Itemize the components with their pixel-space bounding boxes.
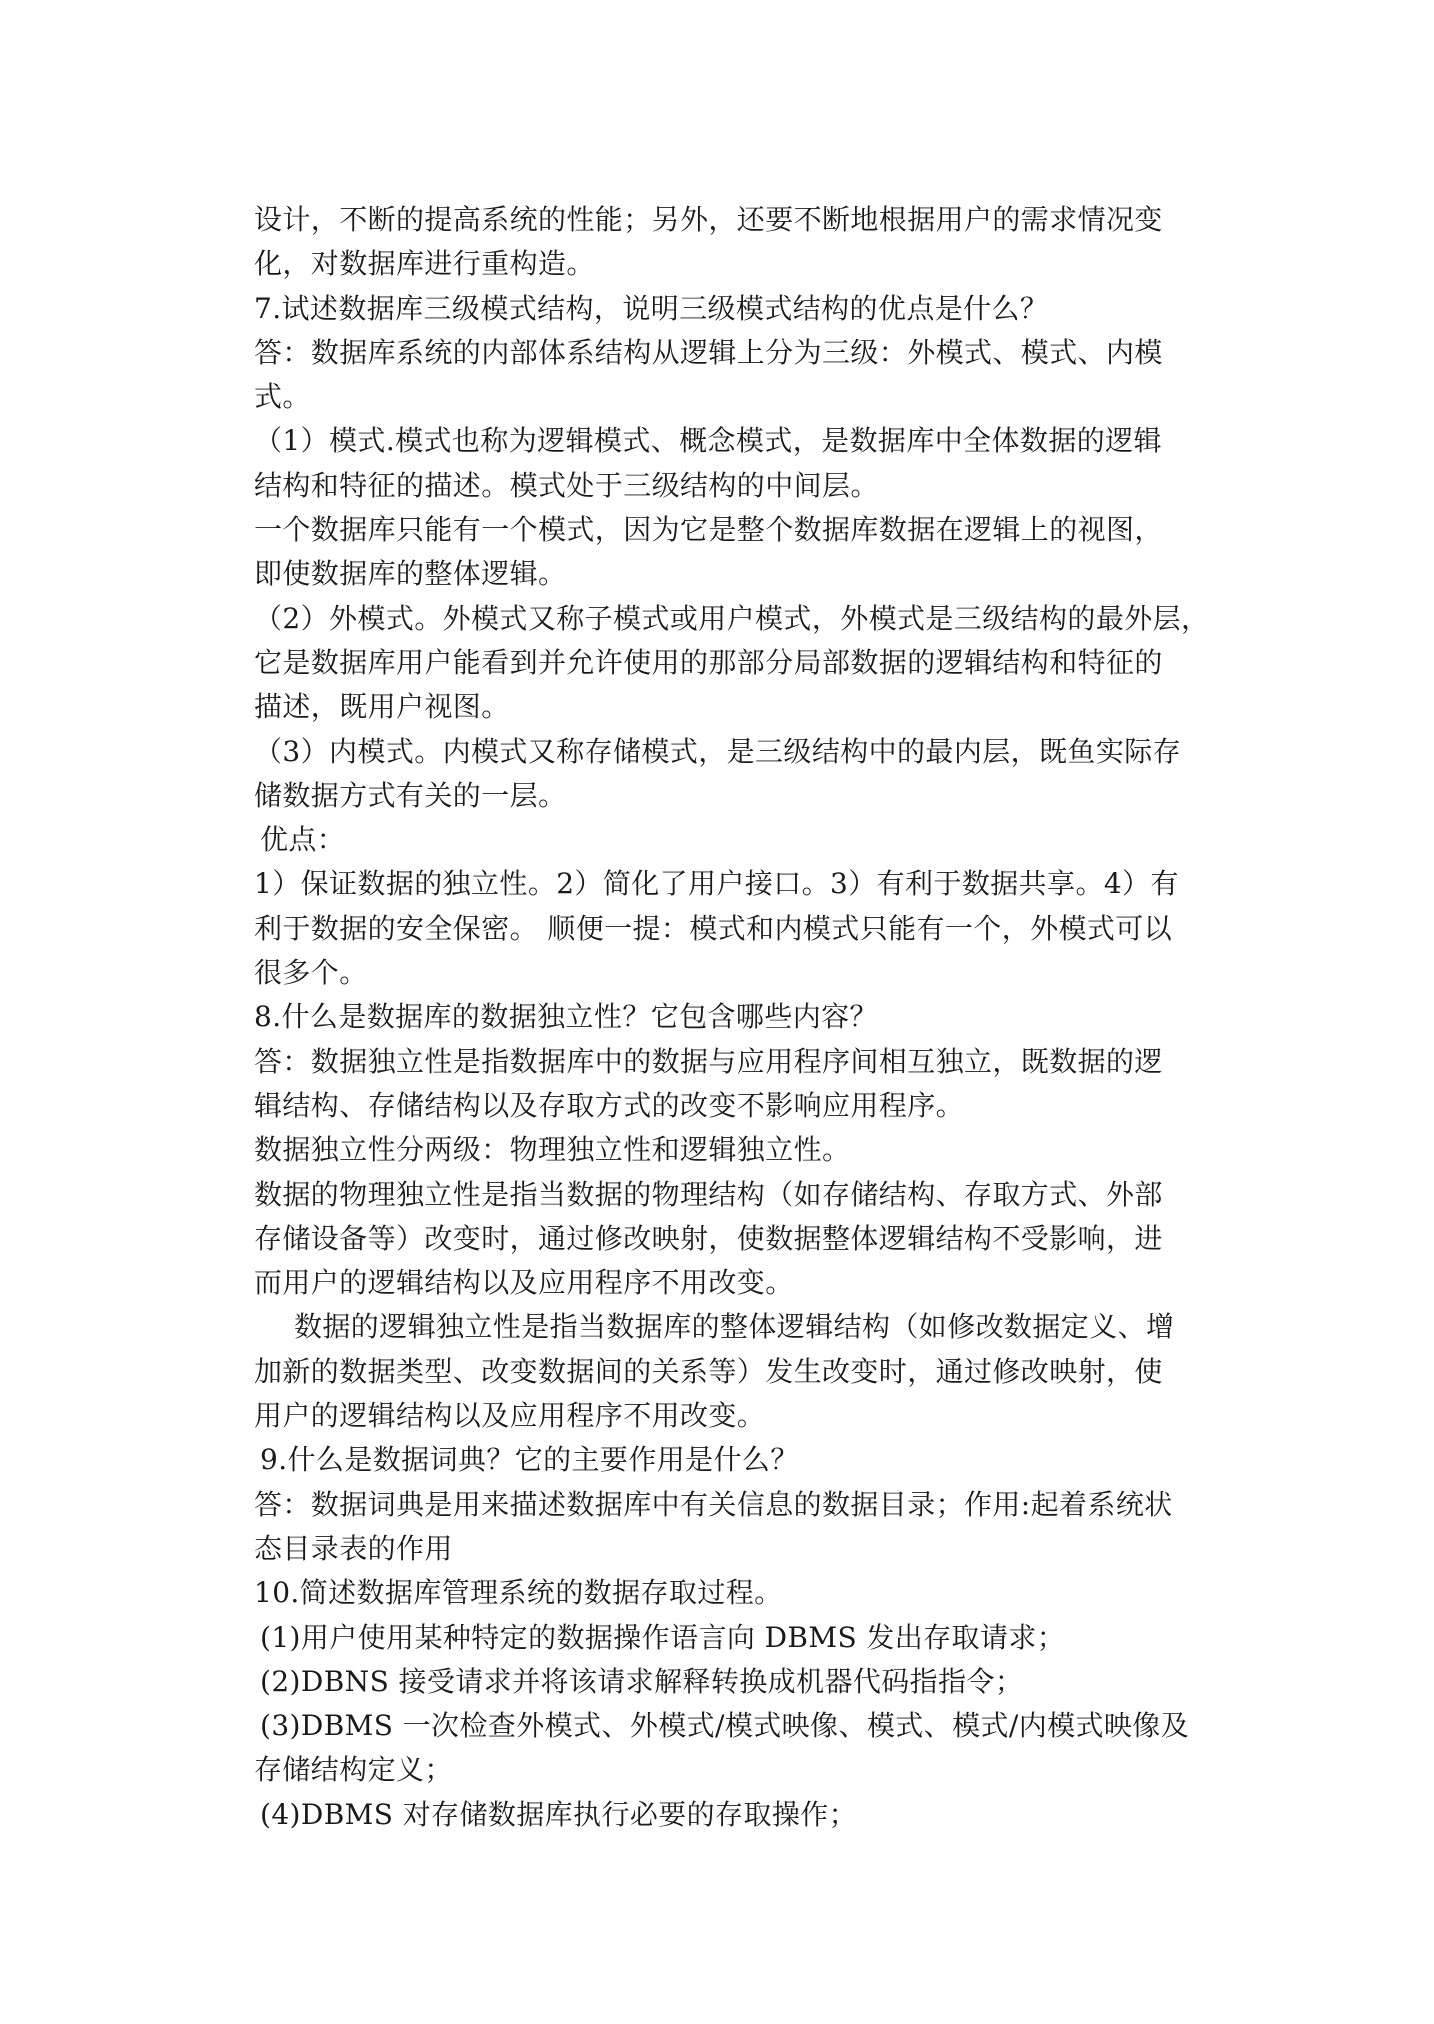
text-line: (1)用户使用某种特定的数据操作语言向 DBMS 发出存取请求； xyxy=(260,1620,1066,1654)
text-line: 式。 xyxy=(254,380,311,414)
question-heading: 8.什么是数据库的数据独立性？它包含哪些内容？ xyxy=(254,1000,878,1034)
text-line: 数据的物理独立性是指当数据的物理结构（如存储结构、存取方式、外部 xyxy=(254,1177,1163,1211)
text-line: 一个数据库只能有一个模式，因为它是整个数据库数据在逻辑上的视图， xyxy=(254,513,1163,547)
text-line: 存储结构定义； xyxy=(254,1753,453,1787)
question-heading: 7.试述数据库三级模式结构，说明三级模式结构的优点是什么？ xyxy=(254,291,1049,325)
text-line: (2)DBNS 接受请求并将该请求解释转换成机器代码指指令； xyxy=(260,1664,1024,1698)
text-line: (3)DBMS 一次检查外模式、外模式/模式映像、模式、模式/内模式映像及 xyxy=(260,1709,1190,1743)
text-line: 态目录表的作用 xyxy=(254,1531,453,1565)
text-line: （1）模式.模式也称为逻辑模式、概念模式，是数据库中全体数据的逻辑 xyxy=(254,424,1162,458)
text-line: 数据的逻辑独立性是指当数据库的整体逻辑结构（如修改数据定义、增 xyxy=(294,1310,1175,1344)
document-body xyxy=(254,198,1210,1837)
text-line: 加新的数据类型、改变数据间的关系等）发生改变时，通过修改映射，使 xyxy=(254,1354,1163,1388)
text-line: （2）外模式。外模式又称子模式或用户模式，外模式是三级结构的最外层， xyxy=(254,601,1210,635)
text-line: 储数据方式有关的一层。 xyxy=(254,778,567,812)
text-line: 结构和特征的描述。模式处于三级结构的中间层。 xyxy=(254,468,879,502)
text-line: （3）内模式。内模式又称存储模式，是三级结构中的最内层，既鱼实际存 xyxy=(254,734,1182,768)
text-line: (4)DBMS 对存储数据库执行必要的存取操作； xyxy=(260,1797,858,1831)
text-line: 答：数据词典是用来描述数据库中有关信息的数据目录；作用:起着系统状 xyxy=(254,1487,1173,1521)
text-line: 设计，不断的提高系统的性能；另外，还要不断地根据用户的需求情况变 xyxy=(254,203,1163,236)
question-heading: 10.简述数据库管理系统的数据存取过程。 xyxy=(254,1576,783,1610)
text-line: 数据独立性分两级：物理独立性和逻辑独立性。 xyxy=(254,1133,851,1167)
text-line: 优点： xyxy=(260,823,346,857)
text-line: 很多个。 xyxy=(254,956,368,990)
question-heading: 9.什么是数据词典？它的主要作用是什么？ xyxy=(260,1443,799,1477)
text-line: 用户的逻辑结构以及应用程序不用改变。 xyxy=(254,1399,766,1433)
text-line: 描述，既用户视图。 xyxy=(254,690,510,724)
text-line: 化，对数据库进行重构造。 xyxy=(254,247,595,281)
text-line: 辑结构、存储结构以及存取方式的改变不影响应用程序。 xyxy=(254,1088,965,1122)
text-line: 1）保证数据的独立性。2）简化了用户接口。3）有利于数据共享。4）有 xyxy=(254,867,1179,901)
text-line: 它是数据库用户能看到并允许使用的那部分局部数据的逻辑结构和特征的 xyxy=(254,645,1163,679)
text-line: 即使数据库的整体逻辑。 xyxy=(254,557,567,591)
text-line: 答：数据库系统的内部体系结构从逻辑上分为三级：外模式、模式、内模 xyxy=(254,335,1163,369)
text-line: 存储设备等）改变时，通过修改映射，使数据整体逻辑结构不受影响，进 xyxy=(254,1221,1163,1255)
text-line: 答：数据独立性是指数据库中的数据与应用程序间相互独立，既数据的逻 xyxy=(254,1044,1163,1078)
text-line: 利于数据的安全保密。 顺便一提：模式和内模式只能有一个，外模式可以 xyxy=(254,911,1173,945)
text-line: 而用户的逻辑结构以及应用程序不用改变。 xyxy=(254,1266,794,1300)
